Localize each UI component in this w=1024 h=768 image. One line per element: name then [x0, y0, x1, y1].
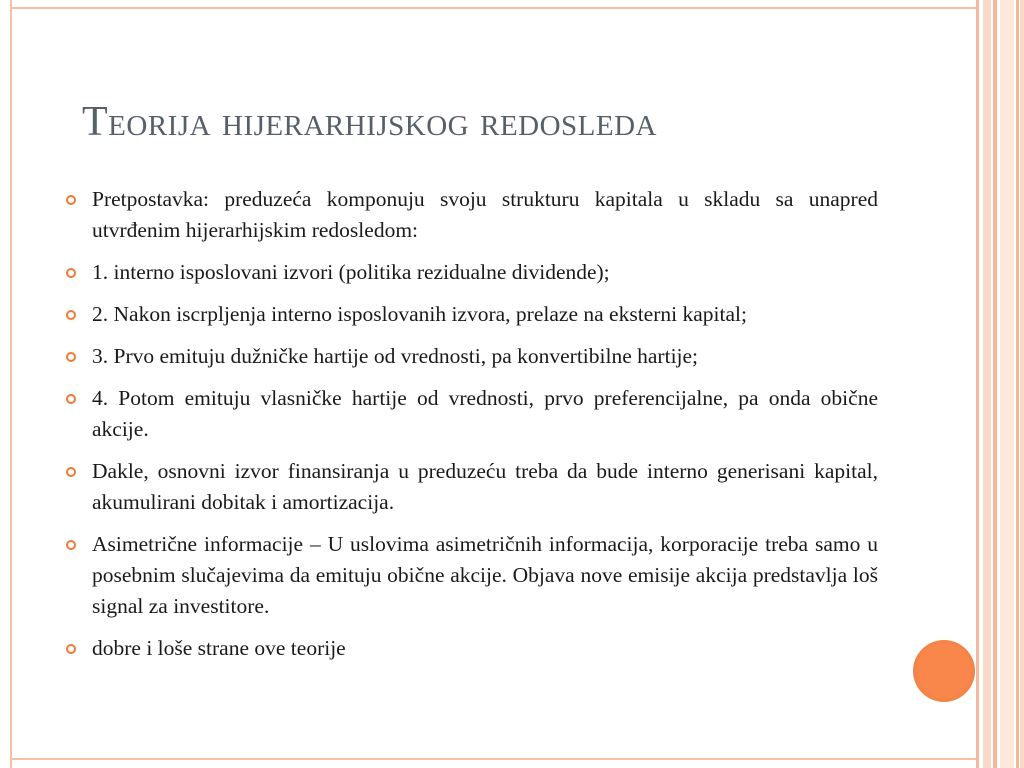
- list-item-text: 2. Nakon iscrpljenja interno isposlovanih izvora, prelaze na eksterni kapital;: [92, 302, 747, 326]
- decor-circle: [913, 640, 975, 702]
- frame-bottom-line: [10, 758, 978, 760]
- frame-top-line: [10, 7, 978, 9]
- bullet-circle-icon: [66, 268, 76, 278]
- list-item-text: Asimetrične informacije – U uslovima asimetričnih informacija, korporacije treba samo u posebnim slučajevima da emituju obične akcije. Objava nove emisije akcija predstavlja loš signal za investitore.: [92, 532, 878, 618]
- bullet-circle-icon: [66, 310, 76, 320]
- bullet-circle-icon: [66, 467, 76, 477]
- list-item: [66, 184, 878, 246]
- decor-stripe: [1016, 0, 1019, 768]
- decor-stripe: [1000, 0, 1014, 768]
- bullet-list: [66, 184, 878, 675]
- list-item: [66, 383, 878, 445]
- decor-stripe: [983, 0, 991, 768]
- list-item-text: 4. Potom emituju vlasničke hartije od vrednosti, prvo preferencijalne, pa onda obične akcije.: [92, 386, 878, 441]
- decor-stripe: [993, 0, 997, 768]
- list-item-text: dobre i loše strane ove teorije: [92, 636, 346, 660]
- list-item-text: Dakle, osnovni izvor finansiranja u preduzeću treba da bude interno generisani kapital, akumulirani dobitak i amortizacija.: [92, 459, 878, 514]
- bullet-circle-icon: [66, 644, 76, 654]
- list-item: [66, 633, 878, 664]
- list-item-text: Pretpostavka: preduzeća komponuju svoju strukturu kapitala u skladu sa unapred utvrđenim hijerarhijskim redosledom:: [92, 187, 878, 242]
- list-item: [66, 529, 878, 622]
- bullet-circle-icon: [66, 540, 76, 550]
- slide-title: Teorija hijerarhijskog redosleda: [82, 99, 657, 145]
- list-item: [66, 341, 878, 372]
- bullet-circle-icon: [66, 195, 76, 205]
- list-item: [66, 257, 878, 288]
- list-item-text: 3. Prvo emituju dužničke hartije od vrednosti, pa konvertibilne hartije;: [92, 344, 699, 368]
- bullet-circle-icon: [66, 352, 76, 362]
- list-item: [66, 456, 878, 518]
- list-item: [66, 299, 878, 330]
- frame-left-line: [10, 0, 12, 768]
- decor-stripe: [1020, 0, 1024, 768]
- bullet-circle-icon: [66, 394, 76, 404]
- list-item-text: 1. interno isposlovani izvori (politika rezidualne dividende);: [92, 260, 610, 284]
- decor-stripe: [976, 0, 979, 768]
